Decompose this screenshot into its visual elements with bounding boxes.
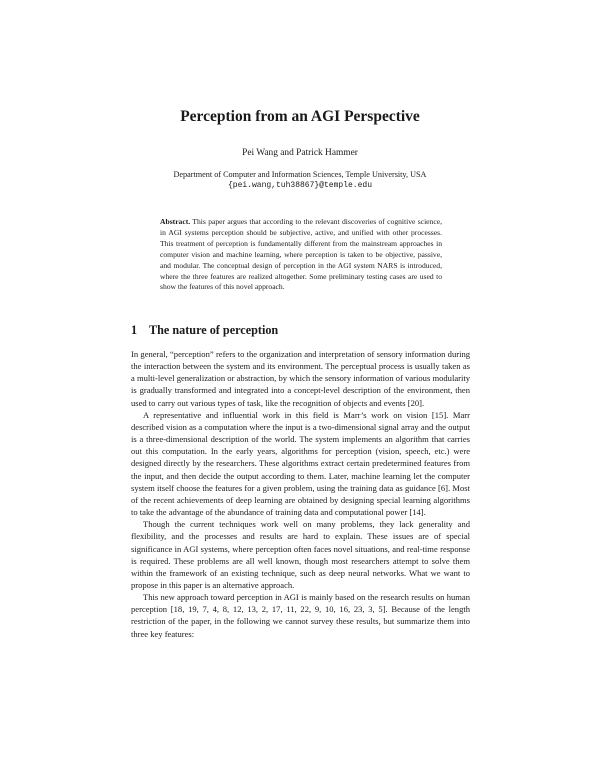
body-paragraph-2: A representative and influential work in this field is Marr’s work on vision [15]. Marr described vision as a computation where the input is a two-dimensional signal array and the output is a three-dimensional description of the world. The system implements an algorithm that carries out this computation. In the early years, algorithms for perception (vision, speech, etc.) were designed directly by the researchers. These algorithms extract certain predetermined features from the input, and then decide the output according to them. Later, machine learning let the computer system itself choose the features for a given problem, using the training data as guidance [6]. Most of the recent achievements of deep learning are obtained by designing special learning algorithms to take the advantage of the abundance of training data and computational power [14]. <box>131 409 470 518</box>
paper-authors: Pei Wang and Patrick Hammer <box>242 148 358 158</box>
abstract-text: This paper argues that according to the relevant discoveries of cognitive science, in AGI systems perception should be subjective, active, and unified with other processes. This treatment of perception is fundamentally different from the mainstream approaches in computer vision and machine learning, where perception is taken to be objective, passive, and modular. The conceptual design of perception in the AGI system NARS is introduced, where the three features are realized altogether. Some preliminary testing cases are used to show the features of this novel approach. <box>160 217 442 292</box>
body-paragraph-3: Though the current techniques work well on many problems, they lack generality and flexibility, and the processes and results are hard to explain. These issues are of special significance in AGI systems, where perception often faces novel situations, and real-time response is required. These problems are all well known, though most researchers attempt to solve them within the framework of an existing technique, such as deep neural networks. What we want to propose in this paper is an alternative approach. <box>131 519 470 590</box>
section-body <box>131 348 470 640</box>
body-paragraph-1: In general, “perception” refers to the organization and interpretation of sensory information during the interaction between the system and its environment. The perceptual process is usually taken as a multi-level generalization or abstraction, by which the sensory information of various modularity is gradually transformed and integrated into a concept-level description of the environment, then used to carry out various types of task, like the recognition of objects and events [20]. <box>131 349 470 408</box>
abstract-label: Abstract. <box>160 217 191 226</box>
section-number: 1 <box>131 323 138 337</box>
abstract <box>160 217 442 293</box>
author-affiliation: Department of Computer and Information Sciences, Temple University, USA <box>173 170 427 179</box>
section-title: The nature of perception <box>149 323 279 337</box>
paper-title: Perception from an AGI Perspective <box>180 108 420 125</box>
section-heading <box>131 323 278 338</box>
author-email: {pei.wang,tuh38867}@temple.edu <box>227 181 373 190</box>
body-paragraph-4: This new approach toward perception in AGI is mainly based on the research results on human perception [18, 19, 7, 4, 8, 12, 13, 2, 17, 11, 22, 9, 10, 16, 23, 3, 5]. Because of the length restriction of the paper, in the following we cannot survey these results, but summarize them into three key features: <box>131 592 470 639</box>
